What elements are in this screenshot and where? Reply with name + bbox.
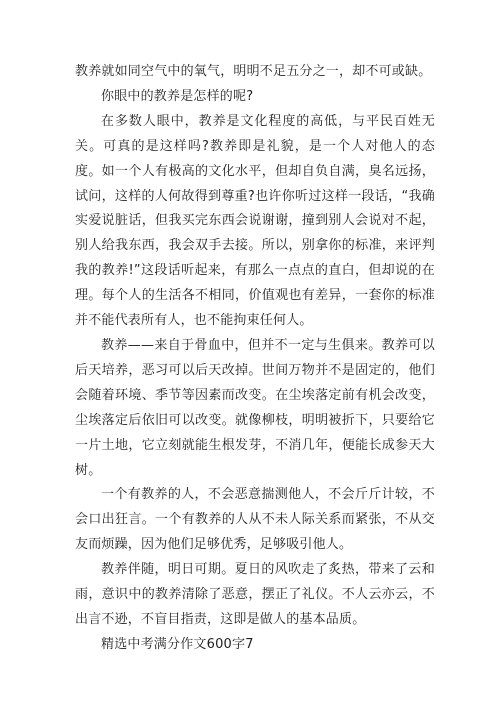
paragraph-character: 一个有教养的人，不会恶意揣测他人，不会斤斤计较，不会口出狂言。一个有教养的人从不未人际关系而紧张，不从交友而烦躁，因为他们足够优秀，足够吸引他人。 — [75, 487, 435, 553]
paragraph-cultivation: 教养——来自于骨血中，但并不一定与生俱来。教养可以后天培养，恶习可以后天改掉。世间万物并不是固定的，他们会随着环境、季节等因素而改变。在尘埃落定前有机会改变，尘埃落定后依旧可以改变。就像柳枝，明明被折下，只要给它一片土地，它立刻就能生根发芽，不消几年，便能长成参天大树。 — [75, 337, 435, 478]
paragraph-question: 你眼中的教养是怎样的呢? — [101, 88, 254, 104]
paragraph-courtesy: 在多数人眼中，教养是文化程度的高低，与平民百姓无关。可真的是这样吗?教养即是礼貌，是一个人对他人的态度。如一个人有极高的文化水平，但却自负自满，臭名远扬，试问，这样的人何故得到尊重?也许你听过这样一段话，“我确实爱说脏话，但我买完东西会说谢谢，撞到别人会说对不起，别人给我东西，我会双手去接。所以，别拿你的标准，来评判我的教养!”这段话听起来，有那么一点点的直白，但却说的在理。每个人的生活各不相同，价值观也有差异，一套你的标准并不能代表所有人，也不能拘束任何人。 — [75, 113, 435, 329]
paragraph-conclusion: 教养伴随，明日可期。夏日的风吹走了炙热，带来了云和雨，意识中的教养清除了恶意，摆正了礼仪。不人云亦云，不出言不逊，不盲目指责，这即是做人的基本品质。 — [75, 562, 435, 627]
section-heading: 精选中考满分作文600字7 — [101, 636, 254, 652]
paragraph-opening: 教养就如同空气中的氧气，明明不足五分之一，却不可或缺。 — [75, 64, 432, 79]
article-body — [75, 60, 435, 658]
